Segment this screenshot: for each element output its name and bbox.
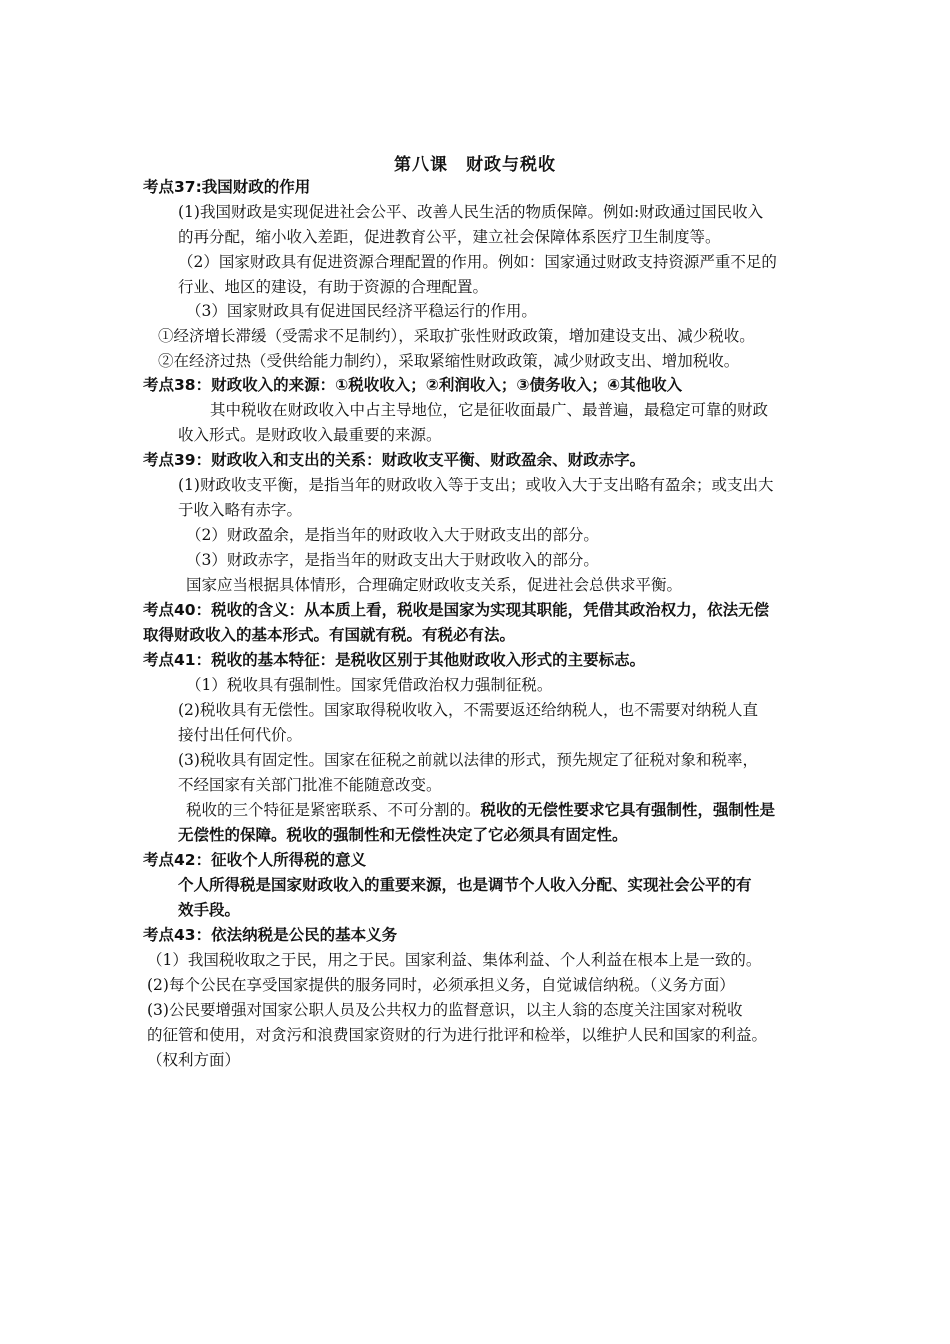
paragraph-line: (2)每个公民在享受国家提供的服务同时，必须承担义务，自觉诚信纳税。（义务方面） xyxy=(147,976,735,994)
paragraph-line: 行业、地区的建设，有助于资源的合理配置。 xyxy=(178,278,489,296)
paragraph-line: （1）税收具有强制性。国家凭借政治权力强制征税。 xyxy=(186,676,553,694)
paragraph-line: （2）财政盈余，是指当年的财政收入大于财政支出的部分。 xyxy=(186,526,599,544)
paragraph-line: (3)税收具有固定性。国家在征税之前就以法律的形式，预先规定了征税对象和税率， xyxy=(178,751,758,769)
paragraph-text: 税收的三个特征是紧密联系、不可分割的。 xyxy=(186,801,481,819)
section-heading-38: 考点38：财政收入的来源：①税收收入；②利润收入；③债务收入；④其他收入 xyxy=(143,376,683,394)
paragraph-line: 收入形式。是财政收入最重要的来源。 xyxy=(178,426,442,444)
paragraph-line: (1)我国财政是实现促进社会公平、改善人民生活的物质保障。例如:财政通过国民收入 xyxy=(178,203,764,221)
paragraph-line: 于收入略有赤字。 xyxy=(178,501,303,519)
paragraph-line: （2）国家财政具有促进资源合理配置的作用。例如：国家通过财政支持资源严重不足的 xyxy=(178,253,777,271)
paragraph-line: 接付出任何代价。 xyxy=(178,726,303,744)
paragraph-line-bold: 效手段。 xyxy=(178,901,241,919)
section-heading-37: 考点37:我国财政的作用 xyxy=(143,178,311,196)
paragraph-line: 国家应当根据具体情形，合理确定财政收支关系，促进社会总供求平衡。 xyxy=(186,576,683,594)
paragraph-line: (3)公民要增强对国家公职人员及公共权力的监督意识，以主人翁的态度关注国家对税收 xyxy=(147,1001,743,1019)
paragraph-line: （3）国家财政具有促进国民经济平稳运行的作用。 xyxy=(186,302,537,320)
section-heading-39: 考点39：财政收入和支出的关系：财政收支平衡、财政盈余、财政赤字。 xyxy=(143,451,646,469)
paragraph-text-bold: 税收的无偿性要求它具有强制性，强制性是 xyxy=(480,801,776,819)
paragraph-line: 的征管和使用，对贪污和浪费国家资财的行为进行批评和检举，以维护人民和国家的利益。 xyxy=(147,1026,768,1044)
page-title: 第八课 财政与税收 xyxy=(394,155,556,175)
paragraph-line-bold: 个人所得税是国家财政收入的重要来源，也是调节个人收入分配、实现社会公平的有 xyxy=(178,876,752,894)
paragraph-line: (1)财政收支平衡，是指当年的财政收入等于支出；或收入大于支出略有盈余；或支出大 xyxy=(178,476,774,494)
section-heading-40-cont: 取得财政收入的基本形式。有国就有税。有税必有法。 xyxy=(143,626,516,644)
section-heading-41: 考点41：税收的基本特征：是税收区别于其他财政收入形式的主要标志。 xyxy=(143,651,646,669)
paragraph-line: 其中税收在财政收入中占主导地位，它是征收面最广、最普遍，最稳定可靠的财政 xyxy=(210,401,769,419)
section-heading-43: 考点43：依法纳税是公民的基本义务 xyxy=(143,926,398,944)
paragraph-line: （3）财政赤字，是指当年的财政支出大于财政收入的部分。 xyxy=(186,551,599,569)
paragraph-line-bold: 无偿性的保障。税收的强制性和无偿性决定了它必须具有固定性。 xyxy=(178,826,628,844)
section-heading-40: 考点40：税收的含义：从本质上看，税收是国家为实现其职能，凭借其政治权力，依法无偿 xyxy=(143,601,770,619)
paragraph-line: ①经济增长滞缓（受需求不足制约），采取扩张性财政政策，增加建设支出、减少税收。 xyxy=(158,327,755,345)
paragraph-line: ②在经济过热（受供给能力制约），采取紧缩性财政政策，减少财政支出、增加税收。 xyxy=(158,352,740,370)
paragraph-line: （权利方面） xyxy=(147,1051,241,1069)
section-heading-42: 考点42：征收个人所得税的意义 xyxy=(143,851,367,869)
paragraph-line: 的再分配，缩小收入差距，促进教育公平，建立社会保障体系医疗卫生制度等。 xyxy=(178,228,721,246)
paragraph-line: （1）我国税收取之于民，用之于民。国家利益、集体利益、个人利益在根本上是一致的。 xyxy=(147,951,762,969)
paragraph-line: (2)税收具有无偿性。国家取得税收收入，不需要返还给纳税人，也不需要对纳税人直 xyxy=(178,701,758,719)
paragraph-line-mixed xyxy=(186,799,775,821)
paragraph-line: 不经国家有关部门批准不能随意改变。 xyxy=(178,776,442,794)
